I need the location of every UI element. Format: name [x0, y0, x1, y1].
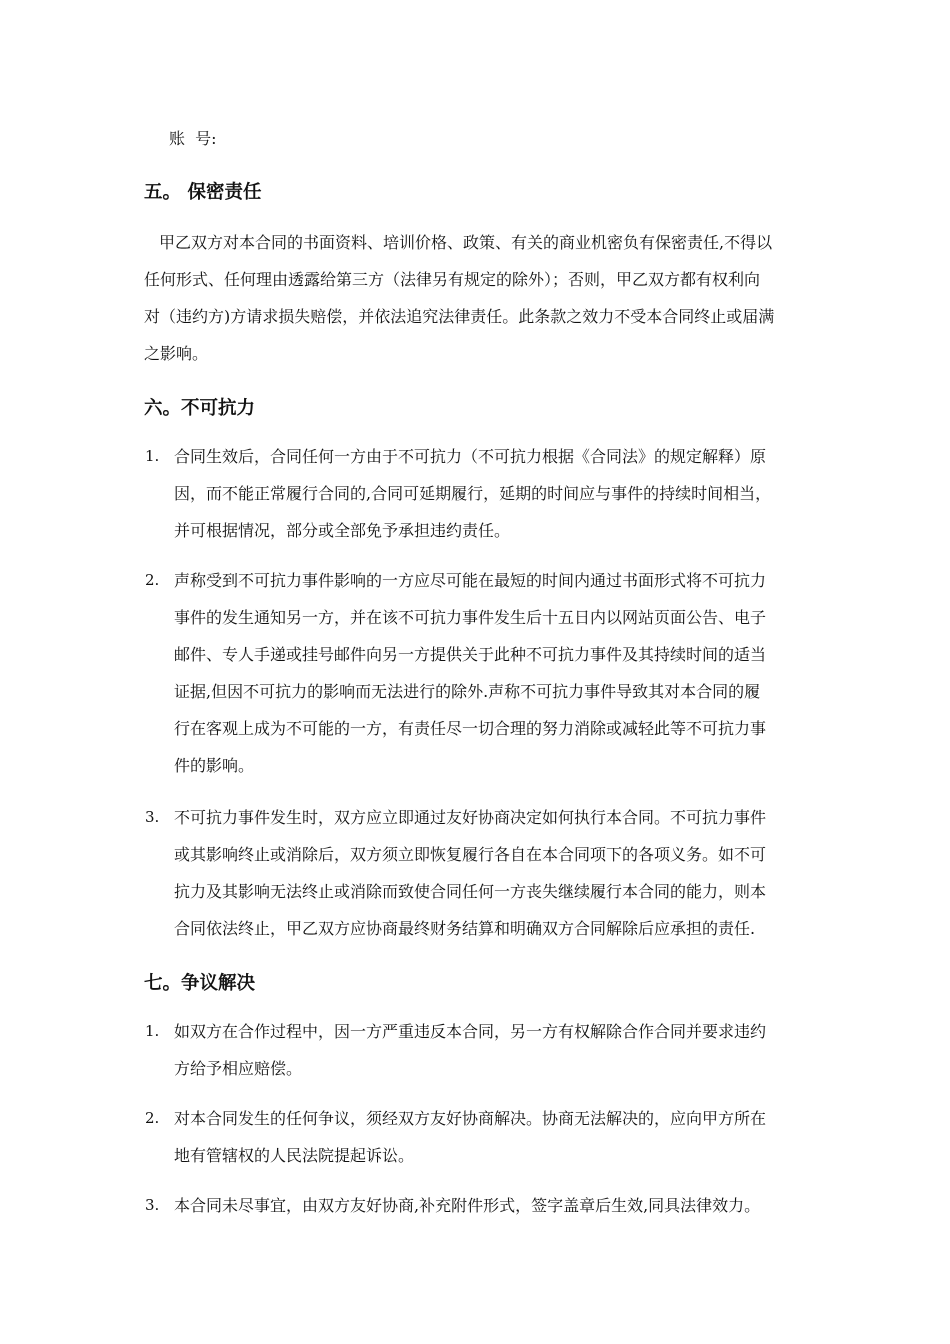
- item-line: 事件的发生通知另一方，并在该不可抗力事件发生后十五日内以网站页面公告、电子: [174, 608, 767, 627]
- item-line: 地有管辖权的人民法院提起诉讼。: [174, 1146, 415, 1165]
- list-item-text: [174, 1013, 766, 1087]
- item-line: 如双方在合作过程中，因一方严重违反本合同，另一方有权解除合作合同并要求违约: [174, 1022, 767, 1041]
- item-line: 方给予相应赔偿。: [174, 1059, 303, 1078]
- list-number: 1.: [145, 447, 160, 465]
- paragraph-line: 甲乙双方对本合同的书面资料、培训价格、政策、有关的商业机密负有保密责任,不得以: [159, 233, 773, 252]
- paragraph-line: 之影响。: [144, 344, 209, 363]
- item-line: 件的影响。: [174, 756, 255, 775]
- item-line: 合同依法终止，甲乙双方应协商最终财务结算和明确双方合同解除后应承担的责任.: [174, 919, 756, 938]
- list-number: 2.: [145, 1109, 160, 1127]
- account-label: 账 号:: [169, 129, 217, 148]
- list-number: 3.: [145, 808, 160, 826]
- list-number: 3.: [145, 1196, 160, 1214]
- section-6-heading: 六。不可抗力: [144, 398, 256, 419]
- section-7-heading: 七。争议解决: [144, 973, 256, 994]
- item-line: 本合同未尽事宜，由双方友好协商,补充附件形式，签字盖章后生效,同具法律效力。: [174, 1196, 761, 1215]
- item-line: 邮件、专人手递或挂号邮件向另一方提供关于此种不可抗力事件及其持续时间的适当: [174, 645, 767, 664]
- item-line: 不可抗力事件发生时，双方应立即通过友好协商决定如何执行本合同。不可抗力事件: [174, 808, 767, 827]
- list-item-text: [174, 438, 771, 549]
- item-line: 抗力及其影响无法终止或消除而致使合同任何一方丧失继续履行本合同的能力，则本: [174, 882, 767, 901]
- item-line: 因，而不能正常履行合同的,合同可延期履行，延期的时间应与事件的持续时间相当，: [174, 484, 772, 503]
- item-line: 对本合同发生的任何争议，须经双方友好协商解决。协商无法解决的，应向甲方所在: [174, 1109, 767, 1128]
- item-line: 证据,但因不可抗力的影响而无法进行的除外.声称不可抗力事件导致其对本合同的履: [174, 682, 761, 701]
- paragraph-line: 任何形式、任何理由透露给第三方（法律另有规定的除外）；否则，甲乙双方都有权利向: [144, 270, 761, 289]
- list-item-text: [174, 1187, 760, 1224]
- list-number: 2.: [145, 571, 160, 589]
- item-line: 并可根据情况，部分或全部免予承担违约责任。: [174, 521, 511, 540]
- list-item-text: [174, 562, 766, 784]
- list-item-text: [174, 799, 766, 947]
- section-5-paragraph: [144, 224, 775, 372]
- paragraph-line: 对（违约方)方请求损失赔偿，并依法追究法律责任。此条款之效力不受本合同终止或届满: [144, 307, 775, 326]
- section-5-heading: 五。 保密责任: [144, 182, 262, 203]
- item-line: 声称受到不可抗力事件影响的一方应尽可能在最短的时间内通过书面形式将不可抗力: [174, 571, 767, 590]
- item-line: 行在客观上成为不可能的一方，有责任尽一切合理的努力消除或减轻此等不可抗力事: [174, 719, 767, 738]
- list-item-text: [174, 1100, 766, 1174]
- list-number: 1.: [145, 1022, 160, 1040]
- item-line: 或其影响终止或消除后，双方须立即恢复履行各自在本合同项下的各项义务。如不可: [174, 845, 767, 864]
- item-line: 合同生效后，合同任何一方由于不可抗力（不可抗力根据《合同法》的规定解释）原: [174, 447, 767, 466]
